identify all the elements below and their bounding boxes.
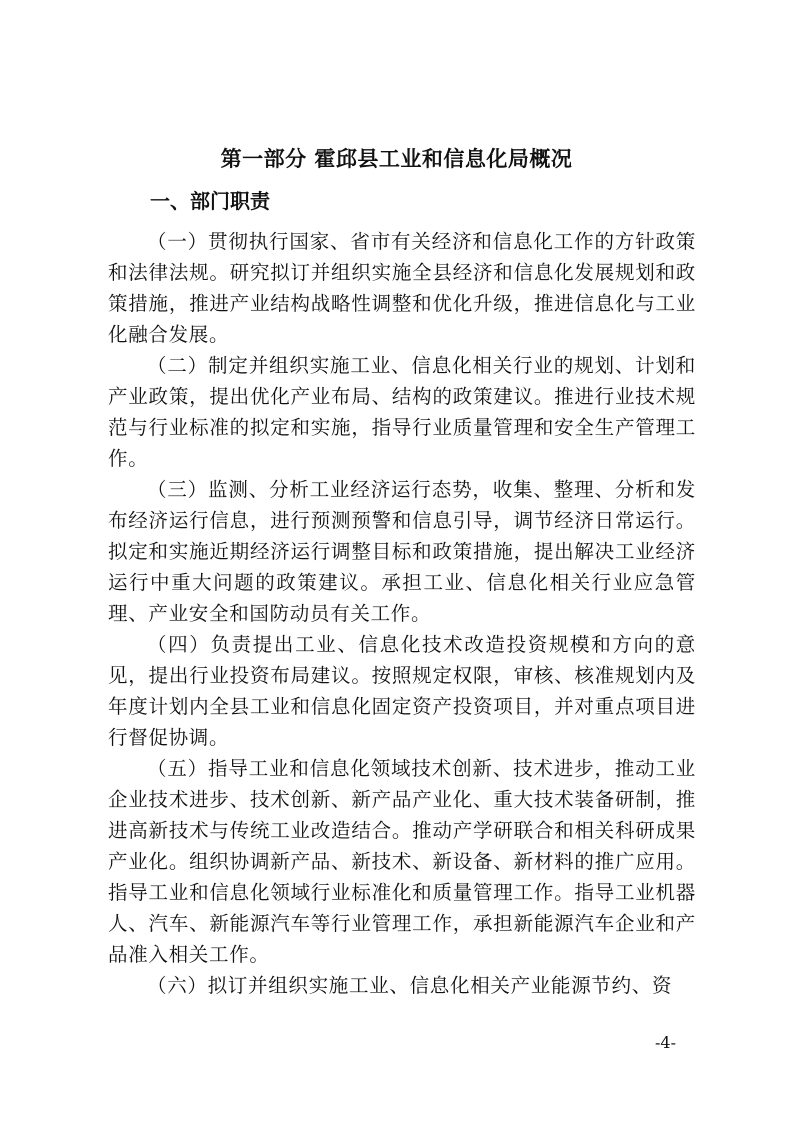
paragraph-2: （二）制定并组织实施工业、信息化相关行业的规划、计划和产业政策，提出优化产业布局、结构的政策建议。推进行业技术规范与行业标准的拟定和实施，指导行业质量管理和安全生产管理工作。 (108, 354, 696, 470)
section-heading: 一、部门职责 (150, 189, 270, 213)
paragraph-6: （六）拟订并组织实施工业、信息化相关产业能源节约、资 (147, 974, 673, 997)
paragraph-3: （三）监测、分析工业经济运行态势，收集、整理、分析和发布经济运行信息，进行预测预警和信息引导，调节经济日常运行。拟定和实施近期经济运行调整目标和政策措施，提出解决工业经济运行中重大问题的政策建议。承担工业、信息化相关行业应急管理、产业安全和国防动员有关工作。 (108, 478, 696, 625)
page-number: -4- (655, 1033, 676, 1052)
paragraph-4: （四）负责提出工业、信息化技术改造投资规模和方向的意见，提出行业投资布局建议。按照规定权限，审核、核准规划内及年度计划内全县工业和信息化固定资产投资项目，并对重点项目进行督促协调。 (108, 633, 696, 749)
paragraph-1: （一）贯彻执行国家、省市有关经济和信息化工作的方针政策和法律法规。研究拟订并组织实施全县经济和信息化发展规划和政策措施，推进产业结构战略性调整和优化升级，推进信息化与工业化融合发展。 (108, 230, 696, 346)
paragraph-5: （五）指导工业和信息化领域技术创新、技术进步，推动工业企业技术进步、技术创新、新产品产业化、重大技术装备研制，推进高新技术与传统工业改造结合。推动产学研联合和相关科研成果产业化。组织协调新产品、新技术、新设备、新材料的推广应用。指导工业和信息化领域行业标准化和质量管理工作。指导工业机器人、汽车、新能源汽车等行业管理工作，承担新能源汽车企业和产品准入相关工作。 (108, 757, 696, 966)
body-text (108, 226, 696, 1001)
page-title: 第一部分 霍邱县工业和信息化局概况 (220, 147, 573, 171)
